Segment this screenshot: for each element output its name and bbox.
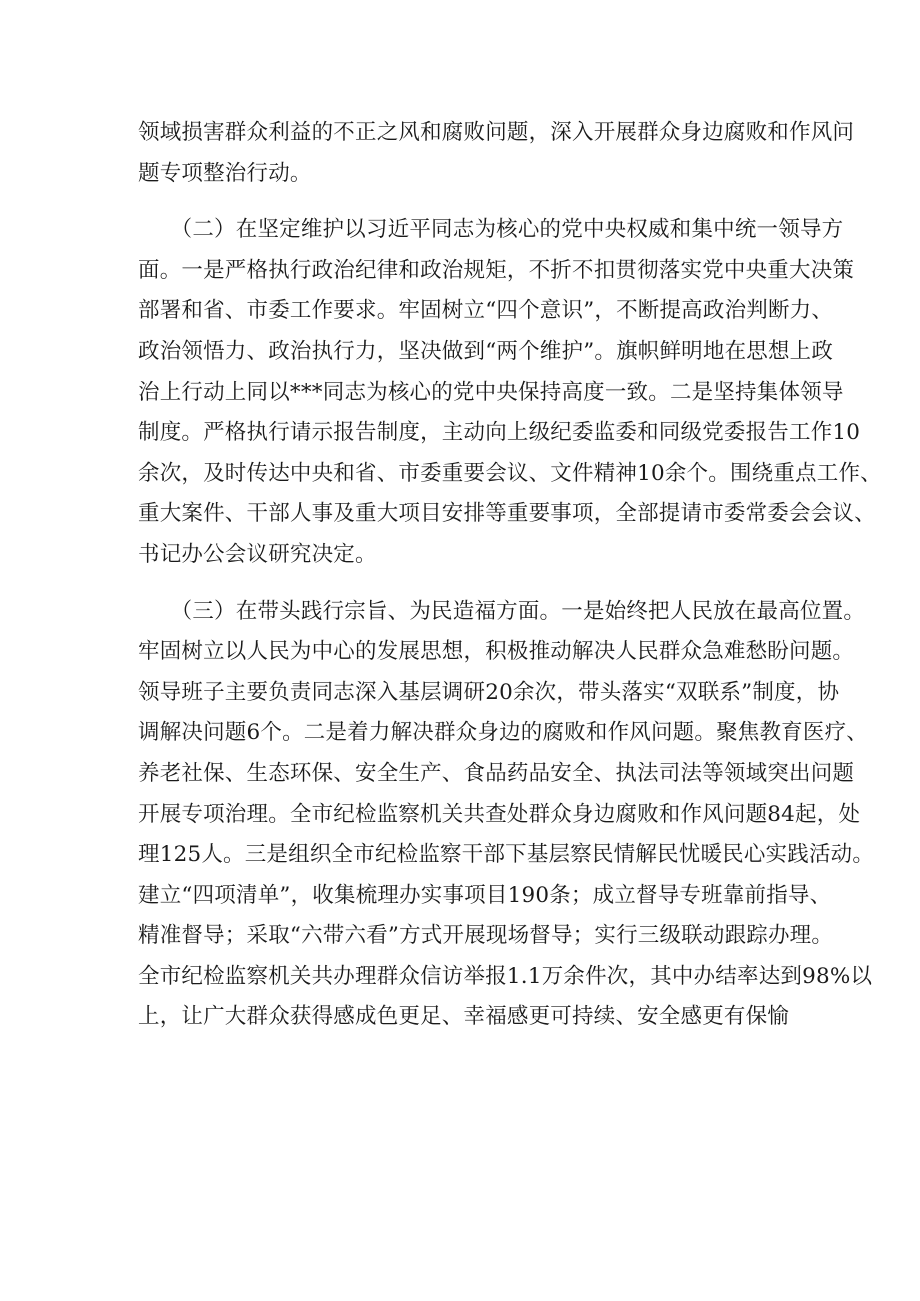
text-line: 领域损害群众利益的不正之风和腐败问题，深入开展群众身边腐败和作风问 bbox=[138, 120, 855, 145]
text-line: 养老社保、生态环保、安全生产、食品药品安全、执法司法等领域突出问题 bbox=[138, 760, 855, 786]
paragraph bbox=[138, 210, 882, 575]
paragraph bbox=[138, 113, 855, 194]
text-line: 题专项整治行动。 bbox=[138, 160, 312, 186]
text-line: 全市纪检监察机关共办理群众信访举报1.1万余件次，其中办结率达到98%以 bbox=[138, 963, 873, 989]
text-line: （二）在坚定维护以习近平同志为核心的党中央权威和集中统一领导方 bbox=[138, 217, 844, 243]
text-line: 书记办公会议研究决定。 bbox=[138, 541, 377, 567]
text-line: 调解决问题6个。二是着力解决群众身边的腐败和作风问题。聚焦教育医疗、 bbox=[138, 720, 868, 746]
text-line: 重大案件、干部人事及重大项目安排等重要事项，全部提请市委常委会会议、 bbox=[138, 501, 876, 527]
text-line: 建立“四项清单”，收集梳理办实事项目190条；成立督导专班靠前指导、 bbox=[138, 882, 832, 908]
text-line: （三）在带头践行宗旨、为民造福方面。一是始终把人民放在最高位置。 bbox=[138, 598, 866, 624]
text-line: 余次，及时传达中央和省、市委重要会议、文件精神10余个。围绕重点工作、 bbox=[138, 460, 882, 486]
text-line: 理125人。三是组织全市纪检监察干部下基层察民情解民忧暖民心实践活动。 bbox=[138, 842, 875, 868]
text-line: 上，让广大群众获得感成色更足、幸福感更可持续、安全感更有保愉 bbox=[138, 1004, 790, 1030]
text-line: 部署和省、市委工作要求。牢固树立“四个意识”，不断提高政治判断力、 bbox=[138, 298, 834, 324]
text-line: 面。一是严格执行政治纪律和政治规矩，不折不扣贯彻落实党中央重大决策 bbox=[138, 257, 855, 283]
paragraph-spacer bbox=[138, 194, 794, 210]
paragraph-spacer bbox=[138, 576, 794, 592]
text-line: 治上行动上同以***同志为核心的党中央保持高度一致。二是坚持集体领导 bbox=[138, 379, 844, 405]
text-line: 领导班子主要负责同志深入基层调研20余次，带头落实“双联系”制度，协 bbox=[138, 679, 840, 705]
text-line: 牢固树立以人民为中心的发展思想，积极推动解决人民群众急难愁盼问题。 bbox=[138, 639, 855, 665]
text-line: 精准督导；采取“六带六看”方式开展现场督导；实行三级联动跟踪办理。 bbox=[138, 923, 834, 949]
text-line: 政治领悟力、政治执行力，坚决做到“两个维护”。旗帜鲜明地在思想上政 bbox=[138, 338, 834, 364]
text-line: 制度。严格执行请示报告制度，主动向上级纪委监委和同级党委报告工作10 bbox=[138, 420, 861, 446]
document-body bbox=[138, 113, 882, 1038]
paragraph bbox=[138, 592, 875, 1039]
text-line: 开展专项治理。全市纪检监察机关共查处群众身边腐败和作风问题84起，处 bbox=[138, 801, 861, 827]
